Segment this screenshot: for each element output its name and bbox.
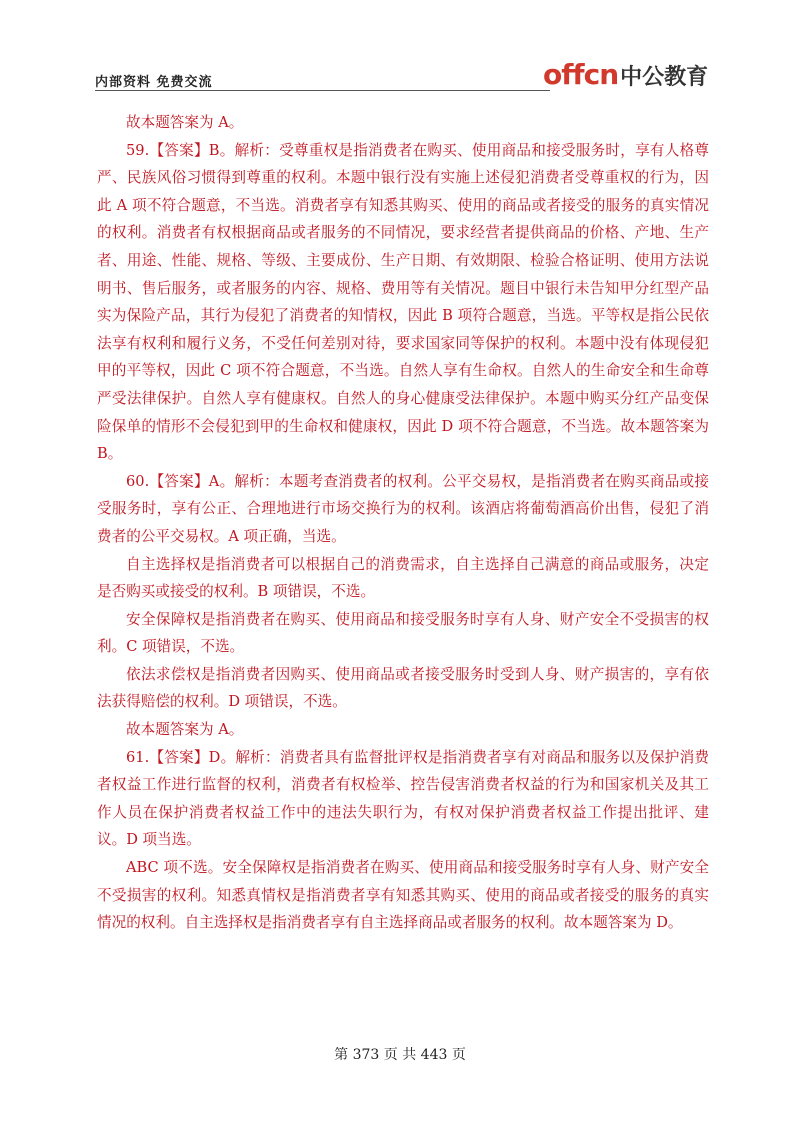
logo-cn-text: 中公教育 [620,65,709,90]
paragraph: 依法求偿权是指消费者因购买、使用商品或者接受服务时受到人身、财产损害的，享有依法获得赔偿的权利。D 项错误，不选。 [97,665,709,711]
paragraph: 60.【答案】A。解析：本题考查消费者的权利。公平交易权，是指消费者在购买商品或接受服务时，享有公正、合理地进行市场交换行为的权利。该酒店将葡萄酒高价出售，侵犯了消费者的公平交易权。A 项正确，当选。 [97,472,709,545]
paragraph: 自主选择权是指消费者可以根据自己的消费需求，自主选择自己满意的商品或服务，决定是否购买或接受的权利。B 项错误，不选。 [97,555,709,601]
page-header [95,58,707,94]
paragraph: 故本题答案为 A。 [126,114,244,131]
logo-en-text: offcn [543,58,619,91]
page-number: 第 373 页 共 443 页 [334,1047,466,1063]
header-rule [95,90,550,91]
paragraph: 安全保障权是指消费者在购买、使用商品和接受服务时享有人身、财产安全不受损害的权利。C 项错误，不选。 [97,610,709,656]
answer-content [97,109,709,937]
offcn-logo [543,58,708,92]
paragraph: 59.【答案】B。解析：受尊重权是指消费者在购买、使用商品和接受服务时，享有人格尊严、民族风俗习惯得到尊重的权利。本题中银行没有实施上述侵犯消费者受尊重权的行为，因此 A 项不符合题意，不当选。消费者享有知悉其购买、使用的商品或者接受的服务的真实情况的权利。消费者有权根据商品或者服务的不同情况，要求经营者提供商品的价格、产地、生产者、用途、性能、规格、等级、主要成份、生产日期、有效期限、检验合格证明、使用方法说明书、售后服务，或者服务的内容、规格、费用等有关情况。题目中银行未告知甲分红型产品实为保险产品，其行为侵犯了消费者的知情权，因此 B 项符合题意，当选。平等权是指公民依法享有权利和履行义务，不受任何差别对待，要求国家同等保护的权利。本题中没有体现侵犯甲的平等权，因此 C 项不符合题意，不当选。自然人享有生命权。自然人的生命安全和生命尊严受法律保护。自然人享有健康权。自然人的身心健康受法律保护。本题中购买分红产品变保险保单的情形不会侵犯到甲的生命权和健康权，因此 D 项不符合题意，不当选。故本题答案为 B。 [97,141,709,463]
paragraph: 故本题答案为 A。 [126,721,244,739]
header-label: 内部资料 免费交流 [95,75,213,90]
paragraph: 61.【答案】D。解析：消费者具有监督批评权是指消费者享有对商品和服务以及保护消费者权益工作进行监督的权利，消费者有权检举、控告侵害消费者权益的行为和国家机关及其工作人员在保护消费者权益工作中的违法失职行为，有权对保护消费者权益工作提出批评、建议。D 项当选。 [97,748,709,849]
paragraph: ABC 项不选。安全保障权是指消费者在购买、使用商品和接受服务时享有人身、财产安全不受损害的权利。知悉真情权是指消费者享有知悉其购买、使用的商品或者接受的服务的真实情况的权利。自主选择权是指消费者享有自主选择商品或者服务的权利。故本题答案为 D。 [97,859,709,932]
